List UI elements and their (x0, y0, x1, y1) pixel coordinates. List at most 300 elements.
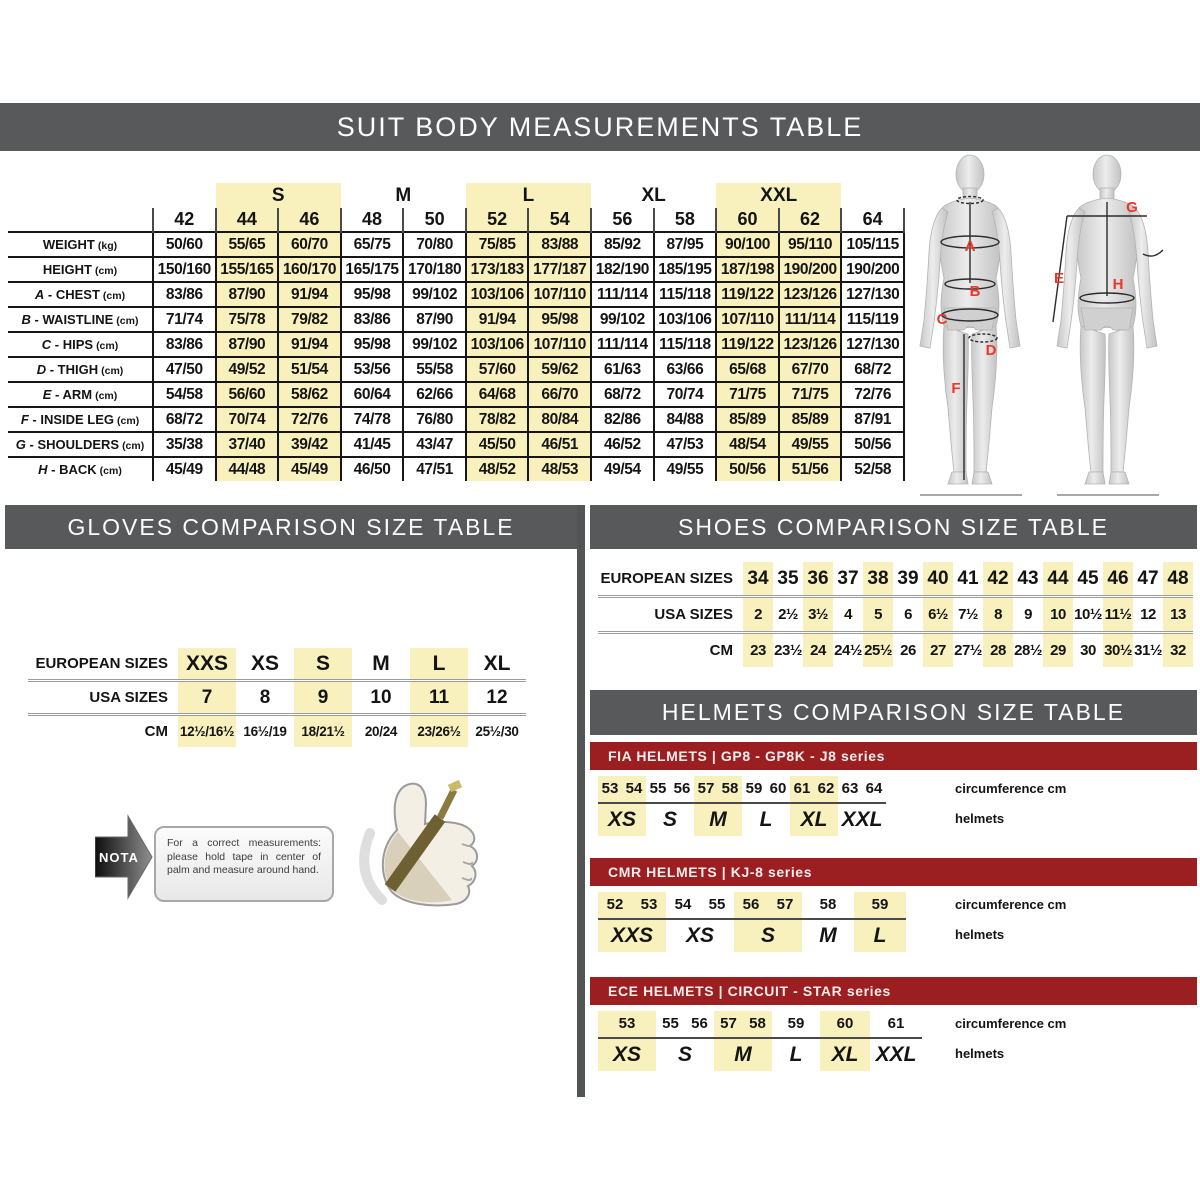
measurement-note: For a correct measurements: please hold tape in center of palm and measure around hand. (154, 826, 334, 902)
cell: 62/66 (403, 382, 466, 407)
cell: 95/98 (341, 332, 404, 357)
cell: 30 (1080, 642, 1096, 659)
col-header: 50 (403, 208, 466, 232)
cell: 11 (410, 681, 468, 715)
cell: 12 (1133, 597, 1163, 633)
cell: 111/114 (591, 332, 654, 357)
cell: 83/86 (341, 307, 404, 332)
cell: 50/56 (716, 457, 779, 481)
table-row (8, 282, 904, 307)
letter-c: C (936, 311, 948, 328)
table-row (8, 257, 904, 282)
cell: 75/85 (466, 232, 529, 257)
col-header: 64 (841, 208, 904, 232)
table-row (598, 597, 1193, 633)
cell: 68/72 (591, 382, 654, 407)
cell: 170/180 (403, 257, 466, 282)
row-label: EUROPEAN SIZES (28, 648, 178, 681)
cell: 34 (743, 562, 773, 597)
cell: 28 (983, 633, 1013, 668)
cell: 45 (1073, 562, 1103, 597)
helmet-size-label: XXS (610, 924, 654, 947)
empty-cell (841, 183, 904, 208)
cell: 39 (893, 562, 923, 597)
row-label: A - CHEST (cm) (8, 282, 153, 307)
letter-d: D (985, 342, 997, 359)
cell: 42 (983, 562, 1013, 597)
size-group-s: S (216, 183, 341, 208)
cell: 83/86 (153, 282, 216, 307)
table-row (8, 357, 904, 382)
cell: 50/60 (153, 232, 216, 257)
fia-helmets-band: FIA HELMETS | GP8 - GP8K - J8 series (590, 742, 1197, 770)
cell: 8 (983, 597, 1013, 633)
gloves-section-header: GLOVES COMPARISON SIZE TABLE (5, 505, 577, 549)
cell: 58 (749, 1015, 766, 1032)
cell: 47/51 (403, 457, 466, 481)
cell: 10 (1043, 597, 1073, 633)
col-header: 56 (591, 208, 654, 232)
letter-e: E (1053, 270, 1065, 287)
helmet-size-label: L (873, 924, 887, 947)
cell: 52/58 (841, 457, 904, 481)
col-header: 54 (528, 208, 591, 232)
shoes-section-header: SHOES COMPARISON SIZE TABLE (590, 505, 1197, 549)
body-measurement-figures (900, 150, 1200, 505)
helmet-size-label: M (709, 808, 727, 831)
cell: 71/75 (779, 382, 842, 407)
cell: 47/53 (654, 432, 717, 457)
cell: 87/91 (841, 407, 904, 432)
cell: 47 (1133, 562, 1163, 597)
cell: 56/60 (216, 382, 279, 407)
helmets-section-header: HELMETS COMPARISON SIZE TABLE (590, 690, 1197, 735)
table-row (8, 307, 904, 332)
cell: 46/51 (528, 432, 591, 457)
cell: 26 (900, 642, 916, 659)
helmet-size-label: S (677, 1043, 692, 1066)
empty-cell (8, 183, 153, 208)
cell: 115/118 (654, 332, 717, 357)
cell: 51/56 (779, 457, 842, 481)
col-header: 42 (153, 208, 216, 232)
cell: 103/106 (466, 282, 529, 307)
cell: 32 (1163, 633, 1193, 668)
cell: 36 (803, 562, 833, 597)
cell: 70/74 (216, 407, 279, 432)
helmet-size-group (598, 776, 646, 836)
cell: 23 (743, 633, 773, 668)
cell: 55 (662, 1015, 679, 1032)
helmet-size-label: XS (685, 924, 714, 947)
cell: 74/78 (341, 407, 404, 432)
cell: 53/56 (341, 357, 404, 382)
cell: 45/49 (278, 457, 341, 481)
row-label: HEIGHT (cm) (8, 257, 153, 282)
cell: 27½ (954, 642, 982, 659)
table-row (8, 232, 904, 257)
cell: 48/52 (466, 457, 529, 481)
cell: 68/72 (153, 407, 216, 432)
cell: 111/114 (591, 282, 654, 307)
cell: 49/54 (591, 457, 654, 481)
cell: 87/90 (216, 332, 279, 357)
cell: 6 (893, 597, 923, 633)
col-header: 44 (216, 208, 279, 232)
letter-g: G (1126, 199, 1138, 216)
cell: 46/50 (341, 457, 404, 481)
row-label: E - ARM (cm) (8, 382, 153, 407)
col-header: 62 (779, 208, 842, 232)
cell: 115/119 (841, 307, 904, 332)
cell: 9 (1013, 597, 1043, 633)
cell: 50/56 (841, 432, 904, 457)
cell: 24 (803, 633, 833, 668)
cell: 119/122 (716, 332, 779, 357)
cell: 28½ (1014, 642, 1042, 659)
cell: 64/68 (466, 382, 529, 407)
cell: M (352, 648, 410, 681)
cell: 85/89 (779, 407, 842, 432)
cell: 54 (674, 896, 692, 913)
cell: 99/102 (403, 332, 466, 357)
cell: 160/170 (278, 257, 341, 282)
helmets-caption: helmets (955, 1046, 1005, 1061)
fia-size-table (598, 776, 1067, 838)
cell: 127/130 (841, 332, 904, 357)
cell: 23½ (774, 642, 802, 659)
helmet-size-label: L (759, 808, 773, 831)
cell: 61 (793, 780, 811, 797)
cell: 18/21½ (294, 715, 352, 748)
cell: 53 (618, 1015, 636, 1032)
helmet-size-label: XXL (875, 1043, 917, 1066)
cell: 58 (819, 896, 837, 913)
shoes-size-table (598, 562, 1193, 667)
cell: 61 (887, 1015, 905, 1032)
cell: 107/110 (528, 282, 591, 307)
empty-cell (153, 183, 216, 208)
ece-helmets-band: ECE HELMETS | CIRCUIT - STAR series (590, 977, 1197, 1005)
cell: 48/54 (716, 432, 779, 457)
cell: 55/58 (403, 357, 466, 382)
cell: 123/126 (779, 282, 842, 307)
cell: 177/187 (528, 257, 591, 282)
circumference-caption: circumference cm (955, 1016, 1067, 1031)
table-row (598, 633, 1193, 668)
suit-section-header: SUIT BODY MEASUREMENTS TABLE (0, 103, 1200, 151)
helmet-size-group (734, 892, 802, 952)
cell: 60/64 (341, 382, 404, 407)
letter-f: F (951, 380, 961, 397)
table-row (8, 407, 904, 432)
cell: 2½ (773, 597, 803, 633)
helmet-size-label: M (819, 924, 837, 947)
col-header: 46 (278, 208, 341, 232)
cell: 62 (817, 780, 835, 797)
helmet-size-label: XXL (841, 808, 883, 831)
cell: 44 (1043, 562, 1073, 597)
cell: 70/80 (403, 232, 466, 257)
empty-cell (8, 208, 153, 232)
cell: 41/45 (341, 432, 404, 457)
cell: 185/195 (654, 257, 717, 282)
helmet-size-label: XS (607, 808, 636, 831)
cell: 57 (776, 896, 794, 913)
helmet-size-group (772, 1011, 820, 1071)
helmet-size-group (666, 892, 734, 952)
cell: 103/106 (654, 307, 717, 332)
ece-size-table (598, 1011, 1067, 1073)
helmet-size-label: XL (800, 808, 828, 831)
cell: 187/198 (716, 257, 779, 282)
cell: 44/48 (216, 457, 279, 481)
cell: 95/98 (528, 307, 591, 332)
cell: 3½ (803, 597, 833, 633)
cell: 87/95 (654, 232, 717, 257)
cell: 43/47 (403, 432, 466, 457)
row-label: USA SIZES (28, 681, 178, 715)
cell: 65/68 (716, 357, 779, 382)
cell: 190/200 (779, 257, 842, 282)
helmet-size-label: XS (612, 1043, 641, 1066)
cell: 37 (833, 562, 863, 597)
helmet-size-group (656, 1011, 714, 1071)
row-label: WEIGHT (kg) (8, 232, 153, 257)
cell: 71/74 (153, 307, 216, 332)
cell: 24½ (834, 642, 862, 659)
cell: 10½ (1073, 597, 1103, 633)
cell: 57/60 (466, 357, 529, 382)
row-label: CM (144, 723, 168, 740)
size-group-xxl: XXL (716, 183, 841, 208)
cell: 40 (923, 562, 953, 597)
cell: 76/80 (403, 407, 466, 432)
cell: 16½/19 (243, 724, 287, 739)
cell: 67/70 (779, 357, 842, 382)
helmet-size-group (854, 892, 906, 952)
helmet-size-group (820, 1011, 870, 1071)
cell: 61/63 (591, 357, 654, 382)
cell: 72/76 (841, 382, 904, 407)
size-group-row (8, 183, 904, 208)
cell: 80/84 (528, 407, 591, 432)
size-group-l: L (466, 183, 591, 208)
cell: 60/70 (278, 232, 341, 257)
cell: 30½ (1103, 633, 1133, 668)
cell: 56 (691, 1015, 708, 1032)
cell: 49/55 (654, 457, 717, 481)
cell: 51/54 (278, 357, 341, 382)
row-label: G - SHOULDERS (cm) (8, 432, 153, 457)
cell: 95/110 (779, 232, 842, 257)
cell: 10 (352, 681, 410, 715)
table-row (598, 562, 1193, 597)
cell: 84/88 (654, 407, 717, 432)
gloves-size-table (28, 648, 526, 747)
row-label: B - WAISTLINE (cm) (8, 307, 153, 332)
cell: 59 (787, 1015, 805, 1032)
helmet-size-group (646, 776, 694, 836)
cell: 66/70 (528, 382, 591, 407)
helmet-size-group (598, 892, 666, 952)
section-divider (577, 505, 585, 1097)
helmet-size-label: S (760, 924, 775, 947)
cell: 83/86 (153, 332, 216, 357)
cell: 56 (742, 896, 760, 913)
cell: 165/175 (341, 257, 404, 282)
cell: 4 (833, 597, 863, 633)
table-row (28, 715, 526, 748)
cell: 63 (841, 780, 859, 797)
cell: 59 (871, 896, 889, 913)
cell: 57 (697, 780, 715, 797)
table-row (28, 648, 526, 681)
cell: 85/89 (716, 407, 779, 432)
row-label: D - THIGH (cm) (8, 357, 153, 382)
cell: 99/102 (403, 282, 466, 307)
suit-body-measurements-table (8, 183, 905, 481)
cell: 91/94 (278, 282, 341, 307)
row-label: C - HIPS (cm) (8, 332, 153, 357)
cell: 7½ (953, 597, 983, 633)
cell: 35/38 (153, 432, 216, 457)
cell: 2 (743, 597, 773, 633)
helmet-size-group (598, 1011, 656, 1071)
nota-label: NOTA (99, 850, 139, 865)
row-label: CM (709, 642, 733, 659)
cell: 90/100 (716, 232, 779, 257)
row-label: H - BACK (cm) (8, 457, 153, 481)
cell: 48 (1163, 562, 1193, 597)
cell: 91/94 (466, 307, 529, 332)
cell: 56 (673, 780, 691, 797)
cell: 82/86 (591, 407, 654, 432)
helmet-size-group (870, 1011, 922, 1071)
col-header: 58 (654, 208, 717, 232)
row-label: EUROPEAN SIZES (598, 562, 743, 597)
cell: 39/42 (278, 432, 341, 457)
cell: 75/78 (216, 307, 279, 332)
cell: 29 (1043, 633, 1073, 668)
cell: 9 (294, 681, 352, 715)
cell: 123/126 (779, 332, 842, 357)
cell: 49/52 (216, 357, 279, 382)
cell: 46 (1103, 562, 1133, 597)
table-row (8, 332, 904, 357)
cell: 105/115 (841, 232, 904, 257)
cell: 12½/16½ (178, 715, 236, 748)
helmet-size-group (802, 892, 854, 952)
cell: 49/55 (779, 432, 842, 457)
cell: 48/53 (528, 457, 591, 481)
thumbs-up-hand-icon (352, 778, 502, 918)
helmet-size-label: M (734, 1043, 752, 1066)
cell: 60 (769, 780, 787, 797)
cell: 13 (1163, 597, 1193, 633)
cell: 55 (708, 896, 726, 913)
cell: 115/118 (654, 282, 717, 307)
cell: 119/122 (716, 282, 779, 307)
cmr-helmets-band: CMR HELMETS | KJ-8 series (590, 858, 1197, 886)
row-label: USA SIZES (598, 597, 743, 633)
cell: 64 (865, 780, 883, 797)
helmet-size-group (790, 776, 838, 836)
cell: 58 (721, 780, 739, 797)
cell: 23/26½ (410, 715, 468, 748)
helmet-size-label: XL (831, 1043, 859, 1066)
cell: 111/114 (779, 307, 842, 332)
cell: 53 (640, 896, 658, 913)
cell: 43 (1013, 562, 1043, 597)
cell: 103/106 (466, 332, 529, 357)
circumference-caption: circumference cm (955, 897, 1067, 912)
cell: 99/102 (591, 307, 654, 332)
cell: 58/62 (278, 382, 341, 407)
cell: 85/92 (591, 232, 654, 257)
cell: 11½ (1103, 597, 1133, 633)
cell: 25½/30 (475, 724, 519, 739)
cell: 54 (625, 780, 643, 797)
size-group-m: M (395, 184, 412, 206)
cell: 78/82 (466, 407, 529, 432)
cell: 68/72 (841, 357, 904, 382)
cell: 45/50 (466, 432, 529, 457)
cell: XL (468, 648, 526, 681)
cell: 155/165 (216, 257, 279, 282)
cell: 12 (468, 681, 526, 715)
cell: 55/65 (216, 232, 279, 257)
cell: S (294, 648, 352, 681)
cmr-size-table (598, 892, 1067, 954)
cell: 5 (863, 597, 893, 633)
helmets-caption: helmets (955, 927, 1005, 942)
helmet-size-group (742, 776, 790, 836)
cell: 87/90 (403, 307, 466, 332)
letter-a: A (964, 238, 976, 255)
cell: 173/183 (466, 257, 529, 282)
helmets-caption: helmets (955, 811, 1005, 826)
table-row (8, 382, 904, 407)
cell: 190/200 (841, 257, 904, 282)
cell: 72/76 (278, 407, 341, 432)
cell: 55 (649, 780, 667, 797)
cell: 35 (773, 562, 803, 597)
cell: 107/110 (716, 307, 779, 332)
cell: 52 (606, 896, 624, 913)
letter-b: B (969, 283, 981, 300)
row-label: F - INSIDE LEG (cm) (8, 407, 153, 432)
cell: 46/52 (591, 432, 654, 457)
cell: 91/94 (278, 332, 341, 357)
cell: 63/66 (654, 357, 717, 382)
cell: XXS (178, 648, 236, 681)
helmet-size-group (714, 1011, 772, 1071)
helmet-size-group (838, 776, 886, 836)
cell: 6½ (923, 597, 953, 633)
cell: 37/40 (216, 432, 279, 457)
table-row (8, 432, 904, 457)
cell: 53 (601, 780, 619, 797)
cell: 71/75 (716, 382, 779, 407)
cell: 31½ (1134, 642, 1162, 659)
circumference-caption: circumference cm (955, 781, 1067, 796)
cell: 150/160 (153, 257, 216, 282)
cell: 8 (236, 681, 294, 715)
cell: 60 (836, 1015, 854, 1032)
cell: 83/88 (528, 232, 591, 257)
cell: 41 (953, 562, 983, 597)
